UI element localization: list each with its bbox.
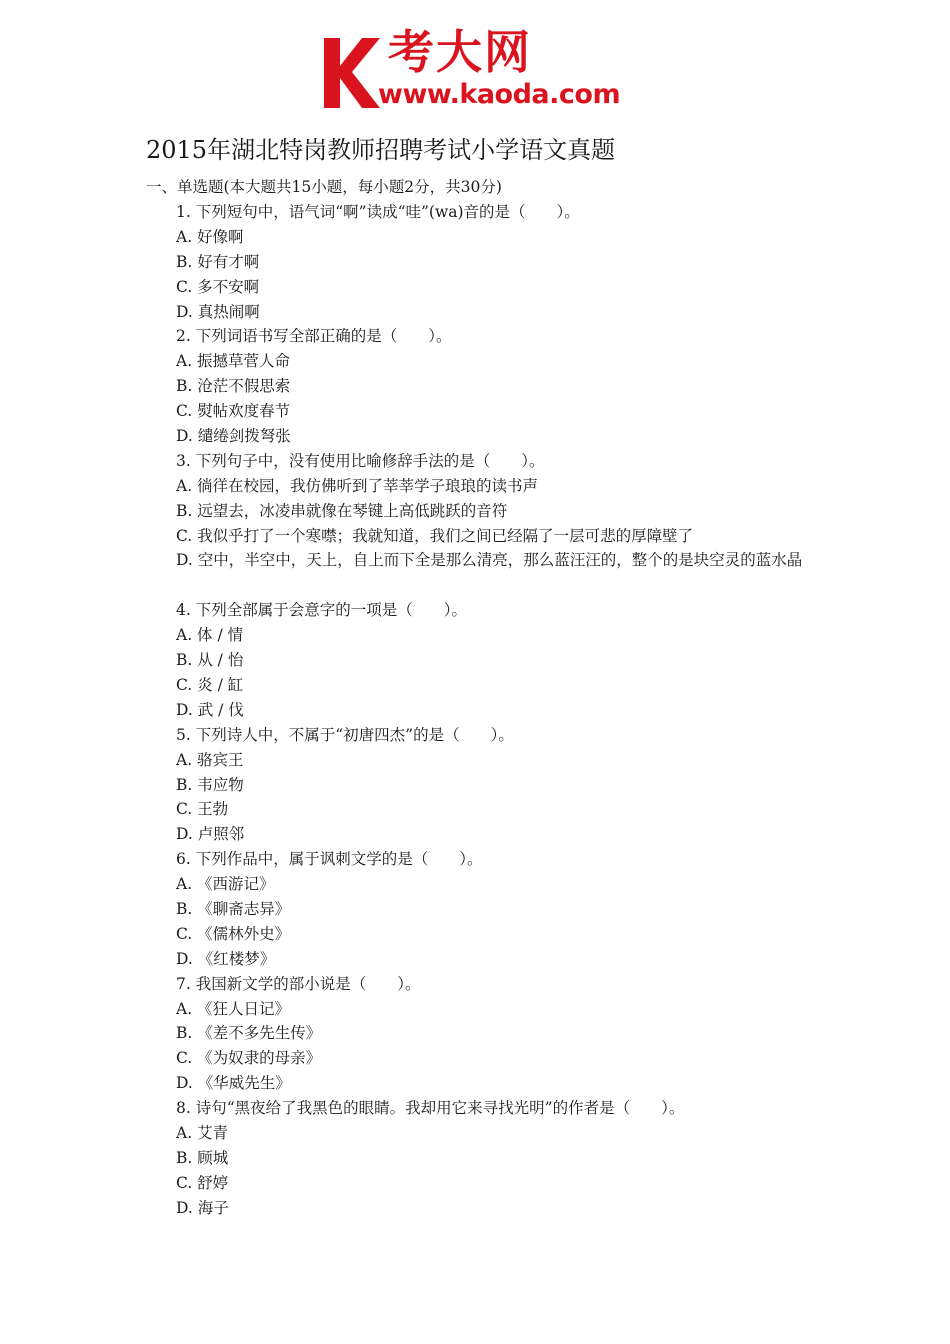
question-option: A. 体 / 情 xyxy=(176,626,244,645)
question-option: D. 武 / 伐 xyxy=(176,700,244,719)
question-option: C. 多不安啊 xyxy=(176,277,260,296)
section-heading: 一、单选题(本大题共15小题，每小题2分，共30分) xyxy=(146,178,502,196)
question-stem: 6. 下列作品中，属于讽刺文学的是（ ）。 xyxy=(176,850,483,869)
question-stem: 5. 下列诗人中，不属于“初唐四杰”的是（ ）。 xyxy=(176,725,514,744)
question-stem: 1. 下列短句中，语气词“啊”读成“哇”(wa)音的是（ ）。 xyxy=(176,203,580,221)
kaoda-logo xyxy=(318,22,638,114)
question-option: D. 《红楼梦》 xyxy=(176,949,276,968)
question-option: B. 《聊斋志异》 xyxy=(176,899,291,918)
question-option: D. 真热闹啊 xyxy=(176,302,260,321)
question-option: B. 远望去，冰凌串就像在琴键上高低跳跃的音符 xyxy=(176,501,508,520)
question-option: B. 好有才啊 xyxy=(176,252,260,271)
question-option: A. 振撼草菅人命 xyxy=(176,352,291,371)
question-stem: 7. 我国新文学的部小说是（ ）。 xyxy=(176,974,421,993)
question-option: B. 从 / 怡 xyxy=(176,651,244,670)
question-option: C. 熨帖欢度春节 xyxy=(176,402,291,421)
question-option: A. 徜徉在校园，我仿佛听到了莘莘学子琅琅的读书声 xyxy=(176,476,539,495)
question-option: C. 舒婷 xyxy=(176,1173,229,1192)
question-option: A. 好像啊 xyxy=(176,227,244,246)
logo-brand-text: 考大网 xyxy=(388,25,532,79)
question-option: B. 韦应物 xyxy=(176,775,244,794)
question-stem: 2. 下列词语书写全部正确的是（ ）。 xyxy=(176,327,452,346)
question-option: D. 卢照邻 xyxy=(176,825,245,844)
page-title: 2015年湖北特岗教师招聘考试小学语文真题 xyxy=(146,136,616,164)
question-option: C. 《为奴隶的母亲》 xyxy=(176,1049,322,1068)
question-option: C. 炎 / 缸 xyxy=(176,675,244,694)
question-option: C. 我似乎打了一个寒噤；我就知道，我们之间已经隔了一层可悲的厚障壁了 xyxy=(176,526,694,545)
k-logo-icon xyxy=(318,32,382,112)
question-list xyxy=(146,200,816,1221)
question-option: A. 骆宾王 xyxy=(176,750,244,769)
logo-url-text: www.kaoda.com xyxy=(378,79,621,110)
question-stem: 8. 诗句“黑夜给了我黑色的眼睛。我却用它来寻找光明”的作者是（ ）。 xyxy=(176,1099,685,1118)
question-option: A. 《狂人日记》 xyxy=(176,999,291,1018)
question-option: B. 顾城 xyxy=(176,1148,229,1167)
question-option: A. 艾青 xyxy=(176,1123,229,1142)
question-option: C. 《儒林外史》 xyxy=(176,924,291,943)
question-option: D. 海子 xyxy=(176,1198,229,1217)
question-stem: 3. 下列句子中，没有使用比喻修辞手法的是（ ）。 xyxy=(176,451,545,470)
question-option: B. 《差不多先生传》 xyxy=(176,1024,322,1043)
question-option: C. 王勃 xyxy=(176,800,229,819)
question-option: D. 《华威先生》 xyxy=(176,1074,291,1093)
question-option: B. 沧茫不假思索 xyxy=(176,377,291,396)
question-stem: 4. 下列全部属于会意字的一项是（ ）。 xyxy=(176,601,467,620)
question-option: A. 《西游记》 xyxy=(176,875,275,894)
question-option: D. 缱绻剑拨弩张 xyxy=(176,427,291,446)
question-option: D. 空中，半空中，天上，自上而下全是那么清亮，那么蓝汪汪的，整个的是块空灵的蓝水晶 xyxy=(176,551,803,570)
